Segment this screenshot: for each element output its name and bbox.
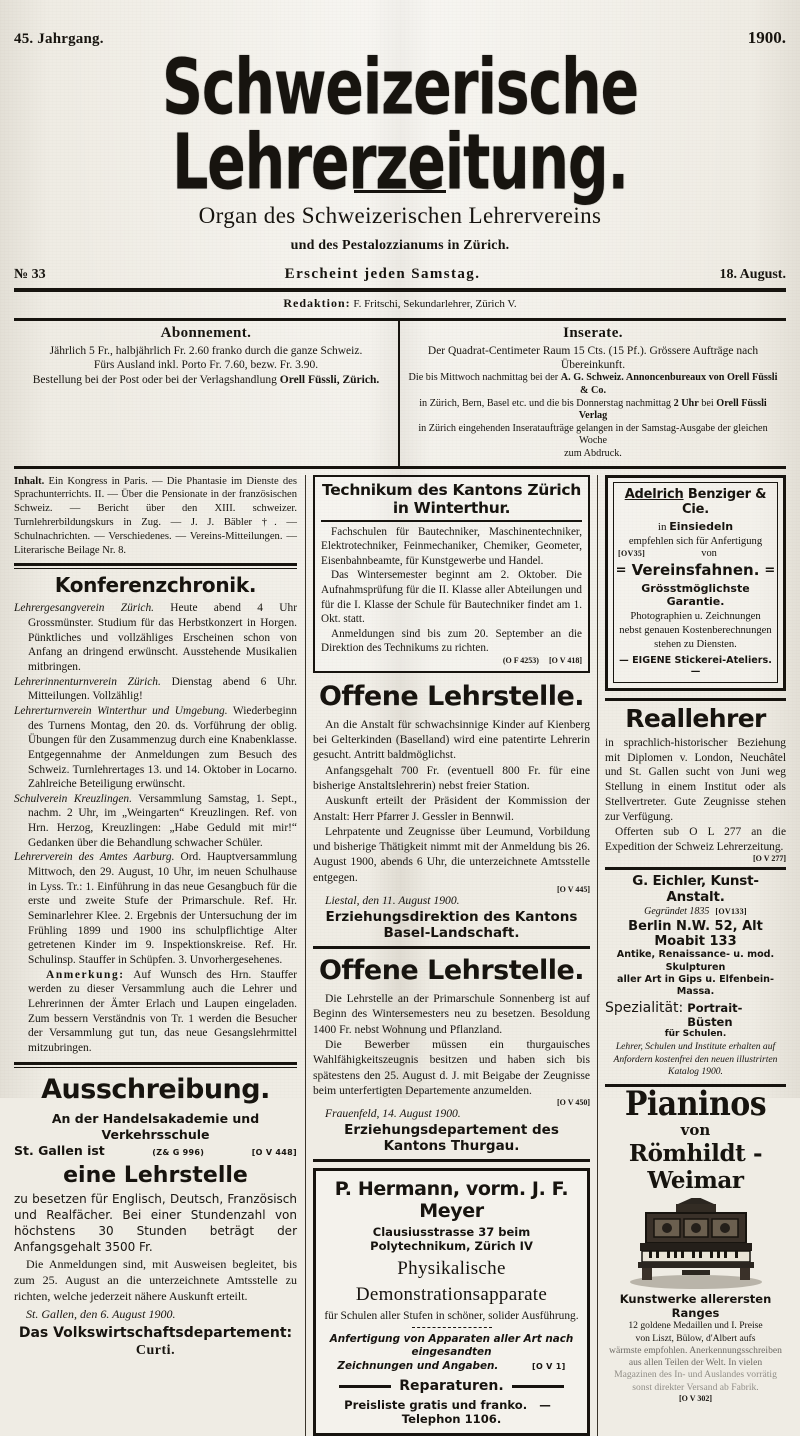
column-right xyxy=(598,475,786,1436)
ad-hermann-italic-2-row xyxy=(322,1360,581,1374)
chronicle-entry-body: Wiederbeginn des Turnens Montag, den 20. ds. Vorführung der oblig. Übungen für den Zusammenzug durch eine Knabenklasse. Entgegennahme der Anmeldungen zum Besuch des Schweiz. Turnlehrertages 13. und 14. Oktober in Locarno. Zahlreiche Beteiligung erwünscht. xyxy=(28,704,297,791)
ad-lehrstelle-1-p2: Anfangsgehalt 700 Fr. (eventuell 800 Fr. für eine bisherige Anstaltslehrerin) nebst freier Station. xyxy=(313,763,590,792)
ad-eichler-address: Berlin N.W. 52, Alt Moabit 133 xyxy=(628,919,763,950)
chronicle-note xyxy=(14,968,297,1056)
ad-ausschreibung-signature: Curti. xyxy=(135,1342,176,1358)
ad-eichler-specialty-label: Spezialität: xyxy=(605,1000,684,1017)
ad-reallehrer-body xyxy=(605,736,786,855)
ad-benziger-place: Einsiedeln xyxy=(669,519,734,533)
chronicle-entry xyxy=(14,601,297,674)
ad-fineprint-4: zum Abdruck. xyxy=(564,448,622,460)
ad-benziger-name-rest: Benziger & Cie. xyxy=(682,486,767,517)
ad-lehrstelle-1-title: Offene Lehrstelle. xyxy=(318,680,585,712)
ad-benziger-inner-frame xyxy=(613,482,778,683)
ad-benziger[interactable] xyxy=(605,475,786,691)
subscription-order-text: Bestellung bei der Post oder bei der Verlagshandlung xyxy=(32,374,280,387)
ad-reallehrer[interactable] xyxy=(605,698,786,864)
rule-right xyxy=(512,1385,564,1388)
ad-benziger-name xyxy=(618,487,773,517)
ad-pianinos-p2: von Liszt, Bülow, d'Albert aufs xyxy=(635,1332,756,1344)
ad-fineprint-1a: Die bis Mittwoch nachmittag bei der xyxy=(408,372,561,384)
ad-lehrstelle-1-department: Erziehungsdirektion des Kantons Basel-Landschaft. xyxy=(325,909,578,942)
ad-benziger-paragraph: Photographien u. Zeichnungen nebst genauen Kostenberechnungen stehen zu Diensten. xyxy=(619,611,772,650)
ad-technikum-p3: Anmeldungen sind bis zum 20. September an die Direktion des Technikums zu richten. xyxy=(321,627,582,655)
ad-ausschreibung-headline: eine Lehrstelle xyxy=(63,1163,248,1189)
ad-code-2: [O V 448] xyxy=(251,1148,297,1158)
publication-frequency: Erscheint jeden Samstag. xyxy=(284,265,481,282)
column-left xyxy=(14,475,306,1436)
ad-lehrstelle-2-body xyxy=(313,991,590,1098)
ad-hermann-footer-right: Telephon 1106. xyxy=(401,1412,502,1427)
ad-technikum-code-2: [O V 418] xyxy=(548,655,582,665)
ad-hermann-name: P. Hermann, vorm. J. F. Meyer xyxy=(334,1178,569,1223)
chronicle-note-body: Auf Wunsch des Hrn. Stauffer werden zu dieser Versammlung auch die Lehrer und Lehrerinnen der Ämter Erlach und Laupen eingeladen. Zum bessern Verständnis von Tr. 1 werden die Besucher der Versammlung gut tun, das neue Gesangslehrmittel mitzubringen. xyxy=(28,968,297,1054)
ad-technikum-title: Technikum des Kantons Zürich in Winterthur. xyxy=(321,481,582,522)
issue-date: 18. August. xyxy=(719,266,786,282)
ad-fineprint-2a: in Zürich, Bern, Basel etc. und die bis Donnerstag nachmittag xyxy=(419,397,674,409)
ad-lehrstelle-2-title: Offene Lehrstelle. xyxy=(318,955,585,987)
chronicle-entry-title: Lehrerinnenturnverein Zürich. xyxy=(14,675,161,688)
content-columns xyxy=(14,475,786,1436)
volume-label: 45. Jahrgang. xyxy=(14,31,104,47)
table-of-contents xyxy=(14,475,297,558)
ad-lehrstelle-1-p1: An die Anstalt für schwachsinnige Kinder auf Kienberg bei Gelterkinden (Baselland) wird eine patentirte Lehrerin gesucht. Antritt baldmöglichst. xyxy=(313,717,590,762)
ad-hermann-code: [O V 1] xyxy=(532,1361,566,1371)
ad-pianinos-p4: aus allen Teilen der Welt. In vielen xyxy=(628,1357,763,1369)
ad-pianinos-p5: Magazinen des In- und Auslandes vorrätig xyxy=(614,1369,777,1381)
ad-lehrstelle-2-p1: Die Lehrstelle an der Primarschule Sonnenberg ist auf Beginn des Wintersemesters neu zu besetzen. Besoldung 1400 Fr. nebst Wohnung und Pflanzland. xyxy=(313,992,590,1036)
column-middle xyxy=(306,475,598,1436)
chronicle-entry-body: Ord. Hauptversammlung Mittwoch, den 29. August, 10 Uhr, im neuen Schulhause in Lyss. Tr.: 1. Einführung in das neue Gesangbuch für die erste und zweite Stufe der Primarschule. Ref. Hr. Seminarlehrer Klee. 2. Ergebnis der Untersuchung der im Frühling 1899 und 1900 ins schulpflichtige Alter getretenen Kinder im 9. Inspektionskreise. Ref. Hr. Schulinsp. Stauffer in Schüpfen. 3. Unvorhergesehenes. xyxy=(28,851,297,967)
ad-lehrstelle-1-place: Liestal, den 11. August 1900. xyxy=(325,894,460,908)
organ-line-2: und des Pestalozzianums in Zürich. xyxy=(290,237,510,253)
ad-pianinos-p6: sonst direkter Versand ab Fabrik. xyxy=(632,1381,759,1393)
ad-hermann-subtitle: für Schulen aller Stufen in schöner, solider Ausführung. xyxy=(324,1309,579,1322)
ad-benziger-von: von xyxy=(701,548,717,560)
ad-benziger-guarantee: Grösstmöglichste Garantie. xyxy=(641,582,750,609)
ad-benziger-place-row xyxy=(618,520,773,533)
ad-lehrstelle-1-p4: Lehrpatente und Zeugnisse über Leumund, Vorbildung und bisherige Thätigkeit nimmt mit der Anmeldung bis 26. August 1900, abends 6 Uhr, die unterzeichnete Amtsstelle entgegen. xyxy=(313,824,590,884)
chronicle-entry-body: Dienstag abend 6 Uhr. Mitteilungen. Vollzählig! xyxy=(28,675,297,703)
chronicle-entry-title: Lehrergesangverein Zürich. xyxy=(14,602,154,615)
ad-lehrstelle-2-place: Frauenfeld, 14. August 1900. xyxy=(325,1107,461,1121)
chronicle-entry-title: Lehrerverein des Amtes Aarburg. xyxy=(14,851,175,864)
ad-technikum-p1: Fachschulen für Bautechniker, Maschinentechniker, Elektrotechniker, Feinmechaniker, Chemiker, Geometer, Eisenbahnbeamte, für Kunstgewerbe und Handel. xyxy=(321,525,582,567)
ad-hermann-repairs-row xyxy=(322,1378,581,1394)
ad-eichler-founded-row xyxy=(605,906,786,917)
ad-pianinos-maker: Römhildt - Weimar xyxy=(628,1140,763,1195)
ad-ausschreibung-body-1: zu besetzen für Englisch, Deutsch, Französisch und Realfächer. Bei einer Stundenzahl von höchstens 30 Stunden beträgt der Anfangsgehalt 3500 Fr. xyxy=(14,1192,297,1254)
ad-pianinos-p3: wärmste empfohlen. Anerkennungsschreiben xyxy=(609,1344,782,1356)
ad-pianinos-code: [O V 302] xyxy=(678,1393,713,1403)
ad-hermann-product-line-1: Physikalische xyxy=(397,1258,506,1280)
ad-benziger-footer: — EIGENE Stickerei-Ateliers. — xyxy=(619,654,772,677)
ad-lehrstelle-sonnenberg[interactable] xyxy=(313,955,590,1154)
ad-fineprint-1 xyxy=(404,372,782,397)
chronicle-entry xyxy=(14,675,297,704)
organ-line-1: Organ des Schweizerischen Lehrervereins xyxy=(198,202,602,228)
ad-pianinos-von: von xyxy=(680,1121,711,1140)
section-heading-konferenzchronik: Konferenzchronik. xyxy=(54,573,257,598)
ad-eichler-p2: aller Art in Gips u. Elfenbein-Massa. xyxy=(617,973,774,998)
ad-rates-block xyxy=(400,321,786,466)
chronicle-entry xyxy=(14,792,297,851)
rule-left xyxy=(339,1385,391,1388)
equals-icon: = xyxy=(764,562,776,578)
ad-pianinos[interactable] xyxy=(605,1084,786,1403)
ad-eichler-specialty-row xyxy=(605,1000,786,1029)
ad-fineprint-3: in Zürich eingehenden Inserataufträge gelangen in der Samstag-Ausgabe der gleichen Woche xyxy=(418,422,768,447)
piano-illustration-icon xyxy=(616,1198,776,1290)
ad-pianinos-tagline: Kunstwerke allerersten Ranges xyxy=(619,1292,772,1321)
toc-label: Inhalt. xyxy=(14,475,45,487)
ad-lehrstelle-1-code: [O V 445] xyxy=(556,885,590,895)
ad-technikum[interactable] xyxy=(313,475,590,673)
ad-pianinos-p1: 12 goldene Medaillen und I. Preise xyxy=(628,1320,763,1332)
chronicle-entry xyxy=(14,704,297,792)
equals-icon: = xyxy=(615,562,627,578)
ad-divider xyxy=(313,946,590,949)
subscription-line-1: Jährlich 5 Fr., halbjährlich Fr. 2.60 franko durch die ganze Schweiz. xyxy=(49,344,363,357)
subscription-and-ads-box xyxy=(14,318,786,469)
editor-label: Redaktion: xyxy=(283,295,351,310)
ad-benziger-name-first: Adelrich xyxy=(624,486,684,502)
ad-ausschreibung-line-2-row xyxy=(14,1143,297,1158)
ad-ausschreibung-title: Ausschreibung. xyxy=(41,1073,270,1105)
ad-hermann-product-line-2: Demonstrationsapparate xyxy=(355,1284,548,1306)
issue-number: № 33 xyxy=(14,266,46,282)
publisher-name: Orell Füssli, Zürich. xyxy=(279,374,380,387)
ad-ausschreibung-line-2: St. Gallen ist xyxy=(14,1143,105,1159)
ad-benziger-line-1: empfehlen sich für Anfertigung xyxy=(628,535,763,547)
ad-hermann-address: Clausiusstrasse 37 beim Polytechnikum, Zürich IV xyxy=(370,1225,533,1254)
ad-lehrstelle-1-body xyxy=(313,717,590,885)
chronicle-entry-body: Heute abend 4 Uhr Grossmünster. Studium für das Herbstkonzert in Horgen. Pünktliches und vollzähliges Erscheinen schon von Anfang an dringend erwünscht. Ausstehende Musikalien mitbringen. xyxy=(28,602,297,673)
ad-hermann-footer xyxy=(322,1398,581,1426)
ad-eichler-p1: Antike, Renaissance- u. mod. Skulpturen xyxy=(616,949,775,973)
toc-text: Ein Kongress in Paris. — Die Phantasie im Dienste des Sprachunterrichts. II. — Über die Pensionate in der französischen Schweiz. — Bericht über den XIII. schweizer. Turnlehrerbildungskurs in Zug. — J. J. Bäbler †. — Schulnachrichten. — Verschiedenes. — Vereins-Mitteilungen. — Literarische Beilage Nr. 8. xyxy=(14,475,297,556)
subscription-line-2: Fürs Ausland inkl. Porto Fr. 7.60, bezw. Fr. 3.90. xyxy=(93,359,319,372)
ad-lehrstelle-1-p3: Auskunft erteilt der Präsident der Kommission der Anstalt: Herr Pfarrer J. Gessler in Bennwil. xyxy=(313,794,590,823)
ad-lehrstelle-2-p2: Die Bewerber müssen ein thurgauisches Wahlfähigkeitszeugnis besitzen und haben sich bis spätestens den 25. August d. J. mit Beigabe der Zeugnisse beim unterfertigten Departemente anzumelden. xyxy=(313,1037,590,1097)
ad-hermann-footer-left: Preisliste gratis und franko. xyxy=(344,1398,528,1413)
ad-hermann-repairs: Reparaturen. xyxy=(399,1378,504,1395)
ad-divider xyxy=(605,698,786,701)
ad-ausschreibung[interactable] xyxy=(14,1062,297,1359)
ad-fineprint-2c: bei xyxy=(698,397,717,409)
ad-technikum-codes xyxy=(321,656,582,665)
subscription-line-3 xyxy=(20,373,392,388)
ad-fineprint-2 xyxy=(404,398,782,423)
ad-ausschreibung-line-1: An der Handelsakademie und Verkehrsschule xyxy=(51,1110,260,1142)
chronicle-entry-body: Versammlung Samstag, 1. Sept., nachm. 2 Uhr, im „Weingarten“ Kreuzlingen. Ref. von Hrn. Herzog, Kreuzlingen: „Habe Geduld mit mir!“ Gedanken über die Behandlung schwacher Schüler. xyxy=(28,792,297,849)
ad-hermann-dot-divider xyxy=(412,1327,492,1328)
ad-eichler-founded: Gegründet 1835 xyxy=(644,906,710,918)
ad-divider xyxy=(313,1159,590,1162)
ad-benziger-in: in xyxy=(657,520,670,533)
ad-code-1: (Z& G 996) xyxy=(152,1148,205,1158)
ad-reallehrer-code: [O V 277] xyxy=(752,854,786,864)
subscription-block xyxy=(14,321,400,466)
ad-eichler-code: [OV133] xyxy=(715,907,747,917)
ad-lehrstelle-2-department: Erziehungsdepartement des Kantons Thurgau. xyxy=(344,1122,559,1155)
chronicle-entry-title: Schulverein Kreuzlingen. xyxy=(14,792,132,805)
ad-ausschreibung-place: St. Gallen, den 6. August 1900. xyxy=(26,1306,176,1321)
ad-technikum-body xyxy=(321,525,582,656)
ad-benziger-code-row xyxy=(618,548,773,559)
ad-ausschreibung-body-2: Die Anmeldungen sind, mit Ausweisen begleitet, bis zum 25. August an die unterzeichnete Amtsstelle zu richten, welche jederzeit nähere Auskunft erteilt. xyxy=(14,1257,297,1304)
ad-pianinos-title: Pianinos xyxy=(624,1084,767,1124)
ad-benziger-product-row xyxy=(615,561,776,580)
ad-hermann-italic-2: Zeichnungen und Angaben. xyxy=(337,1359,499,1372)
ad-eichler-specialty-value: Portrait-Büsten xyxy=(687,1001,743,1030)
ad-lehrstelle-2-code: [O V 450] xyxy=(556,1098,590,1108)
editor-name: F. Fritschi, Sekundarlehrer, Zürich V. xyxy=(353,297,517,310)
ad-reallehrer-p2: Offerten sub O L 277 an die Expedition der Schweiz Lehrerzeitung. xyxy=(605,825,786,853)
konferenzchronik-list xyxy=(14,601,297,1055)
ad-lehrstelle-kienberg[interactable] xyxy=(313,681,590,941)
subscription-title: Abonnement. xyxy=(160,324,252,341)
ad-eichler[interactable] xyxy=(605,867,786,1078)
ad-eichler-specialty-sub: für Schulen. xyxy=(664,1029,727,1040)
masthead-topline xyxy=(14,0,786,48)
ad-hermann-footer-dash: — xyxy=(539,1398,551,1413)
ad-publisher-name: Orell Füssli Verlag xyxy=(578,397,767,422)
ad-eichler-title: G. Eichler, Kunst-Anstalt. xyxy=(632,873,759,906)
ad-hermann[interactable] xyxy=(313,1168,590,1436)
ad-eichler-italic: Lehrer, Schulen und Institute erhalten auf Anfordern kostenfrei den neuen illustrirten Katalog 1900. xyxy=(613,1041,778,1078)
editor-line xyxy=(14,296,786,311)
ad-technikum-p2: Das Wintersemester beginnt am 2. Oktober. Die Aufnahmsprüfung für die II. Klasse aller Abteilungen und für die I. Klasse der Schule für Bautechniker findet am 1. Okt. statt. xyxy=(321,569,582,626)
year-label: 1900. xyxy=(747,28,786,47)
ad-divider xyxy=(605,867,786,870)
ad-benziger-code: [OV35] xyxy=(618,549,646,559)
chronicle-note-label: Anmerkung: xyxy=(46,968,125,981)
ad-rate-line: Der Quadrat-Centimeter Raum 15 Cts. (15 Pf.). Grössere Aufträge nach Übereinkunft. xyxy=(427,344,759,371)
masthead-rule xyxy=(14,288,786,292)
ad-deadline-time: 2 Uhr xyxy=(673,397,699,409)
section-divider xyxy=(14,563,297,569)
ad-top-rule xyxy=(14,1062,297,1068)
ad-reallehrer-p1: in sprachlich-historischer Beziehung mit Diplomen v. London, Neuchâtel und St. Gallen sucht von Juni weg Stellung in einem Institut oder als Stellvertreter. Gute Zeugnisse stehen zur Verfügung. xyxy=(605,736,786,823)
page-title: Schweizerische Lehrerzeitung. xyxy=(162,43,638,208)
ad-agency-name: A. G. Schweiz. Annoncenbureaux von Orell Füssli & Co. xyxy=(560,372,778,396)
ad-reallehrer-title: Reallehrer xyxy=(625,703,766,733)
ad-ausschreibung-department: Das Volkswirtschaftsdepartement: xyxy=(18,1324,293,1341)
ad-rates-title: Inserate. xyxy=(563,324,623,341)
ad-benziger-product: Vereinsfahnen. xyxy=(631,561,760,580)
ad-technikum-code-1: (O F 4253) xyxy=(502,655,539,665)
ad-hermann-italic-1: Anfertigung von Apparaten aller Art nach eingesandten xyxy=(329,1332,574,1359)
chronicle-entry xyxy=(14,850,297,967)
issue-bar xyxy=(14,266,786,283)
chronicle-entry-title: Lehrerturnverein Winterthur und Umgebung. xyxy=(14,704,228,717)
